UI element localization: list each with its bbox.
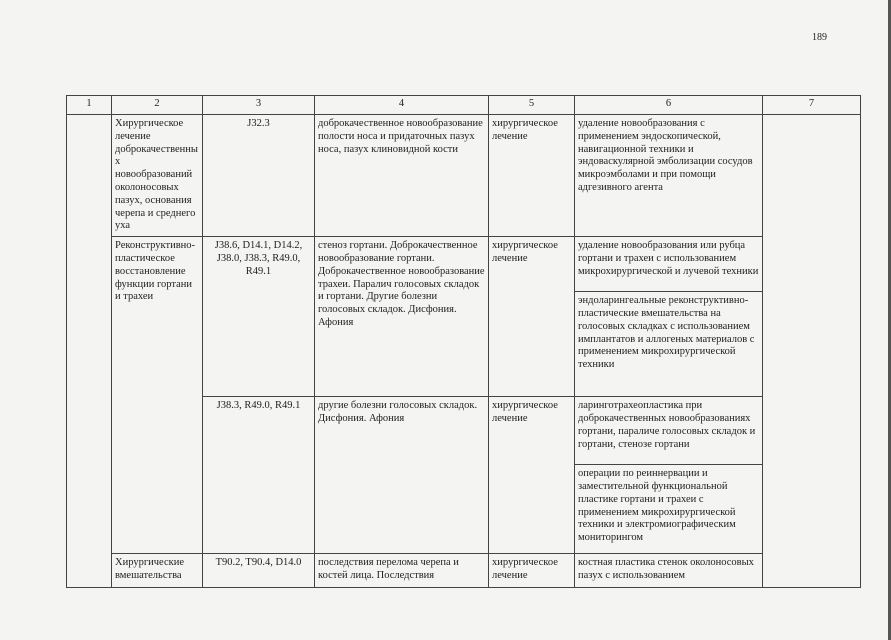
procedure-name: Хирургические вмешательства	[112, 554, 203, 588]
treatment-method: ларинготрахеопластика при доброкачественных новообразованиях гортани, параличе голосовых складок и гортани, стенозе гортани	[575, 397, 763, 465]
header-col-2: 2	[112, 96, 203, 115]
table-row	[67, 237, 861, 292]
header-col-5: 5	[489, 96, 575, 115]
procedure-name: Хирургическое лечение доброкачественных новообразований околоносовых пазух, основания черепа и среднего уха	[112, 115, 203, 237]
treatment-method: удаление новообразования или рубца гортани и трахеи с использованием микрохирургической и лучевой техники	[575, 237, 763, 292]
header-row	[67, 96, 861, 115]
treatment-type: хирургическое лечение	[489, 237, 575, 397]
icd-codes: J38.3, R49.0, R49.1	[203, 397, 315, 554]
diagnosis: последствия перелома черепа и костей лица. Последствия	[315, 554, 489, 588]
icd-codes: J32.3	[203, 115, 315, 237]
table-row	[67, 115, 861, 237]
header-col-3: 3	[203, 96, 315, 115]
table-row	[67, 554, 861, 588]
treatment-method: операции по реиннервации и заместительной функциональной пластике гортани и трахеи с применением микрохирургической техники и электромиографическим мониторингом	[575, 465, 763, 554]
diagnosis: стеноз гортани. Доброкачественное новообразование гортани. Доброкачественное новообразование трахеи. Паралич голосовых складок и гортани. Другие болезни голосовых складок. Дисфония. Афония	[315, 237, 489, 397]
header-col-1: 1	[67, 96, 112, 115]
treatment-type: хирургическое лечение	[489, 554, 575, 588]
treatment-method: удаление новообразования с применением эндоскопической, навигационной техники и эндоваскулярной эмболизации сосудов микроэмболами и при помощи адгезивного агента	[575, 115, 763, 237]
diagnosis: другие болезни голосовых складок. Дисфония. Афония	[315, 397, 489, 554]
col-7-cell	[763, 115, 861, 588]
procedure-name: Реконструктивно-пластическое восстановление функции гортани и трахеи	[112, 237, 203, 554]
treatment-method: костная пластика стенок околоносовых пазух с использованием	[575, 554, 763, 588]
procedures-table	[66, 95, 861, 588]
col-1-cell	[67, 115, 112, 588]
icd-codes: T90.2, T90.4, D14.0	[203, 554, 315, 588]
icd-codes: J38.6, D14.1, D14.2, J38.0, J38.3, R49.0, R49.1	[203, 237, 315, 397]
treatment-method: эндоларингеальные реконструктивно-пластические вмешательства на голосовых складках с использованием имплантатов и аллогеных материалов с применением микрохирургической техники	[575, 292, 763, 397]
page-number: 189	[812, 32, 827, 43]
header-col-7: 7	[763, 96, 861, 115]
diagnosis: доброкачественное новообразование полости носа и придаточных пазух носа, пазух клиновидной кости	[315, 115, 489, 237]
treatment-type: хирургическое лечение	[489, 115, 575, 237]
header-col-4: 4	[315, 96, 489, 115]
treatment-type: хирургическое лечение	[489, 397, 575, 554]
header-col-6: 6	[575, 96, 763, 115]
